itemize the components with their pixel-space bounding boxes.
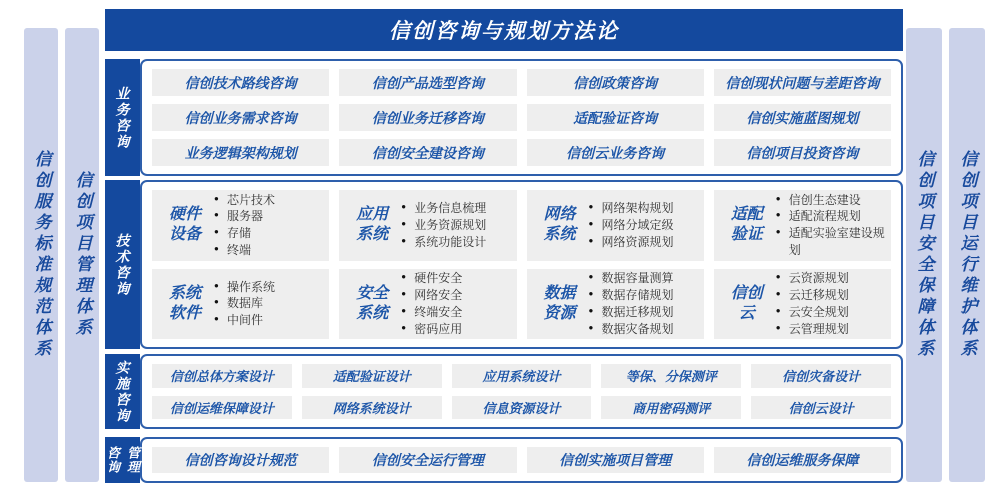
tech-block bbox=[714, 190, 891, 261]
section-tab bbox=[105, 59, 140, 176]
cell: 信创业务需求咨询 bbox=[152, 104, 329, 131]
side-bar-service-standards bbox=[24, 28, 58, 482]
cell: 信息资源设计 bbox=[452, 396, 592, 420]
tech-block bbox=[339, 190, 516, 261]
block-label-line: 系统 bbox=[356, 226, 389, 244]
bullet-item: ● 中间件 bbox=[214, 312, 325, 329]
block-label-line: 应用 bbox=[356, 206, 389, 224]
cell: 商用密码测评 bbox=[601, 396, 741, 420]
cell: 信创实施蓝图规划 bbox=[714, 104, 891, 131]
block-label-line: 安全 bbox=[356, 284, 389, 302]
cell: 适配验证设计 bbox=[302, 364, 442, 388]
bullet-item: ● 云管理规划 bbox=[776, 321, 887, 338]
bullet-item: ● 终端 bbox=[214, 242, 325, 259]
tech-block bbox=[527, 269, 704, 340]
cell: 适配验证咨询 bbox=[527, 104, 704, 131]
block-label bbox=[718, 205, 776, 245]
block-label-line: 系统 bbox=[356, 304, 389, 322]
section-4 bbox=[105, 437, 903, 483]
bullet-item: ● 密码应用 bbox=[401, 321, 512, 338]
section-tab-label: 实施咨询 bbox=[114, 359, 131, 424]
cell: 等保、分保测评 bbox=[601, 364, 741, 388]
bullet-item: ● 系统功能设计 bbox=[401, 234, 512, 251]
section-content bbox=[140, 59, 903, 176]
bullet-list bbox=[214, 279, 325, 329]
cell: 信创安全建设咨询 bbox=[339, 139, 516, 166]
bullet-item: ● 操作系统 bbox=[214, 279, 325, 296]
block-label-line: 硬件 bbox=[168, 206, 201, 224]
title-banner bbox=[105, 9, 903, 51]
cell: 信创现状问题与差距咨询 bbox=[714, 69, 891, 96]
bullet-list bbox=[401, 200, 512, 250]
cell: 信创政策咨询 bbox=[527, 69, 704, 96]
bullet-item: ● 适配流程规划 bbox=[776, 208, 887, 225]
section-content bbox=[140, 354, 903, 429]
cell: 信创运维服务保障 bbox=[714, 447, 891, 473]
cell: 信创咨询设计规范 bbox=[152, 447, 329, 473]
cell: 信创灾备设计 bbox=[751, 364, 891, 388]
bullet-item: ● 数据存储规划 bbox=[589, 287, 700, 304]
block-label-line: 设备 bbox=[168, 226, 201, 244]
cell: 信创云设计 bbox=[751, 396, 891, 420]
bullet-item: ● 终端安全 bbox=[401, 304, 512, 321]
bullet-list bbox=[589, 270, 700, 337]
bullet-item: ● 网络架构规划 bbox=[589, 200, 700, 217]
bullet-item: ● 信创生态建设 bbox=[776, 192, 887, 209]
section-tab bbox=[105, 437, 140, 483]
block-label-line: 适配 bbox=[730, 206, 763, 224]
bullet-item: ● 硬件安全 bbox=[401, 270, 512, 287]
bullet-item: ● 数据库 bbox=[214, 295, 325, 312]
block-label bbox=[343, 284, 401, 324]
bullet-list bbox=[214, 192, 325, 259]
bullet-item: ● 业务信息梳理 bbox=[401, 200, 512, 217]
side-bar-label: 信创项目运行维护体系 bbox=[957, 150, 977, 360]
section-3 bbox=[105, 354, 903, 429]
tech-block bbox=[714, 269, 891, 340]
side-bar-label: 信创项目管理体系 bbox=[72, 171, 92, 339]
block-label-line: 验证 bbox=[730, 226, 763, 244]
section-tab-label: 业务咨询 bbox=[114, 85, 131, 150]
bullet-item: ● 服务器 bbox=[214, 208, 325, 225]
section-2 bbox=[105, 180, 903, 349]
block-label-line: 网络 bbox=[543, 206, 576, 224]
bullet-item: ● 芯片技术 bbox=[214, 192, 325, 209]
block-label bbox=[531, 205, 589, 245]
cell: 应用系统设计 bbox=[452, 364, 592, 388]
section-tab bbox=[105, 180, 140, 349]
block-label-line: 信创 bbox=[730, 284, 763, 302]
section-tab-label: 技术咨询 bbox=[114, 232, 131, 297]
bullet-item: ● 网络资源规划 bbox=[589, 234, 700, 251]
side-bar-operation-maintenance bbox=[949, 28, 985, 482]
bullet-item: ● 数据灾备规划 bbox=[589, 321, 700, 338]
bullet-list bbox=[589, 200, 700, 250]
block-label-line: 数据 bbox=[543, 284, 576, 302]
cell: 信创安全运行管理 bbox=[339, 447, 516, 473]
block-label bbox=[343, 205, 401, 245]
block-label-line: 资源 bbox=[543, 304, 576, 322]
section-content bbox=[140, 437, 903, 483]
section-content bbox=[140, 180, 903, 349]
cell: 网络系统设计 bbox=[302, 396, 442, 420]
side-bar-project-management bbox=[65, 28, 99, 482]
bullet-item: ● 网络安全 bbox=[401, 287, 512, 304]
tech-block bbox=[152, 190, 329, 261]
cell: 信创项目投资咨询 bbox=[714, 139, 891, 166]
section-tab bbox=[105, 354, 140, 429]
block-label bbox=[718, 284, 776, 324]
tech-block bbox=[152, 269, 329, 340]
block-label-line: 云 bbox=[738, 304, 755, 322]
bullet-item: ● 存储 bbox=[214, 225, 325, 242]
bullet-item: ● 网络分域定级 bbox=[589, 217, 700, 234]
block-label bbox=[531, 284, 589, 324]
side-bar-label: 信创服务标准规范体系 bbox=[31, 150, 51, 360]
section-tab-label: 管理 bbox=[125, 446, 140, 474]
cell: 信创业务迁移咨询 bbox=[339, 104, 516, 131]
cell: 信创实施项目管理 bbox=[527, 447, 704, 473]
side-bar-label: 信创项目安全保障体系 bbox=[914, 150, 934, 360]
page-title: 信创咨询与规划方法论 bbox=[389, 20, 619, 43]
bullet-item: ● 业务资源规划 bbox=[401, 217, 512, 234]
cell: 信创总体方案设计 bbox=[152, 364, 292, 388]
bullet-list bbox=[776, 270, 887, 337]
bullet-item: ● 数据容量测算 bbox=[589, 270, 700, 287]
bullet-item: ● 云迁移规划 bbox=[776, 287, 887, 304]
bullet-item: ● 云安全规划 bbox=[776, 304, 887, 321]
cell: 信创云业务咨询 bbox=[527, 139, 704, 166]
block-label-line: 软件 bbox=[168, 304, 201, 322]
tech-block bbox=[527, 190, 704, 261]
section-tab-label: 咨询 bbox=[105, 446, 120, 474]
bullet-item: ● 适配实验室建设规划 bbox=[776, 225, 887, 259]
bullet-list bbox=[776, 192, 887, 259]
block-label-line: 系统 bbox=[543, 226, 576, 244]
bullet-item: ● 数据迁移规划 bbox=[589, 304, 700, 321]
block-label-line: 系统 bbox=[168, 284, 201, 302]
cell: 信创技术路线咨询 bbox=[152, 69, 329, 96]
block-label bbox=[156, 284, 214, 324]
section-1 bbox=[105, 59, 903, 176]
block-label bbox=[156, 205, 214, 245]
cell: 业务逻辑架构规划 bbox=[152, 139, 329, 166]
side-bar-security-assurance bbox=[906, 28, 942, 482]
cell: 信创产品选型咨询 bbox=[339, 69, 516, 96]
tech-block bbox=[339, 269, 516, 340]
cell: 信创运维保障设计 bbox=[152, 396, 292, 420]
bullet-list bbox=[401, 270, 512, 337]
bullet-item: ● 云资源规划 bbox=[776, 270, 887, 287]
